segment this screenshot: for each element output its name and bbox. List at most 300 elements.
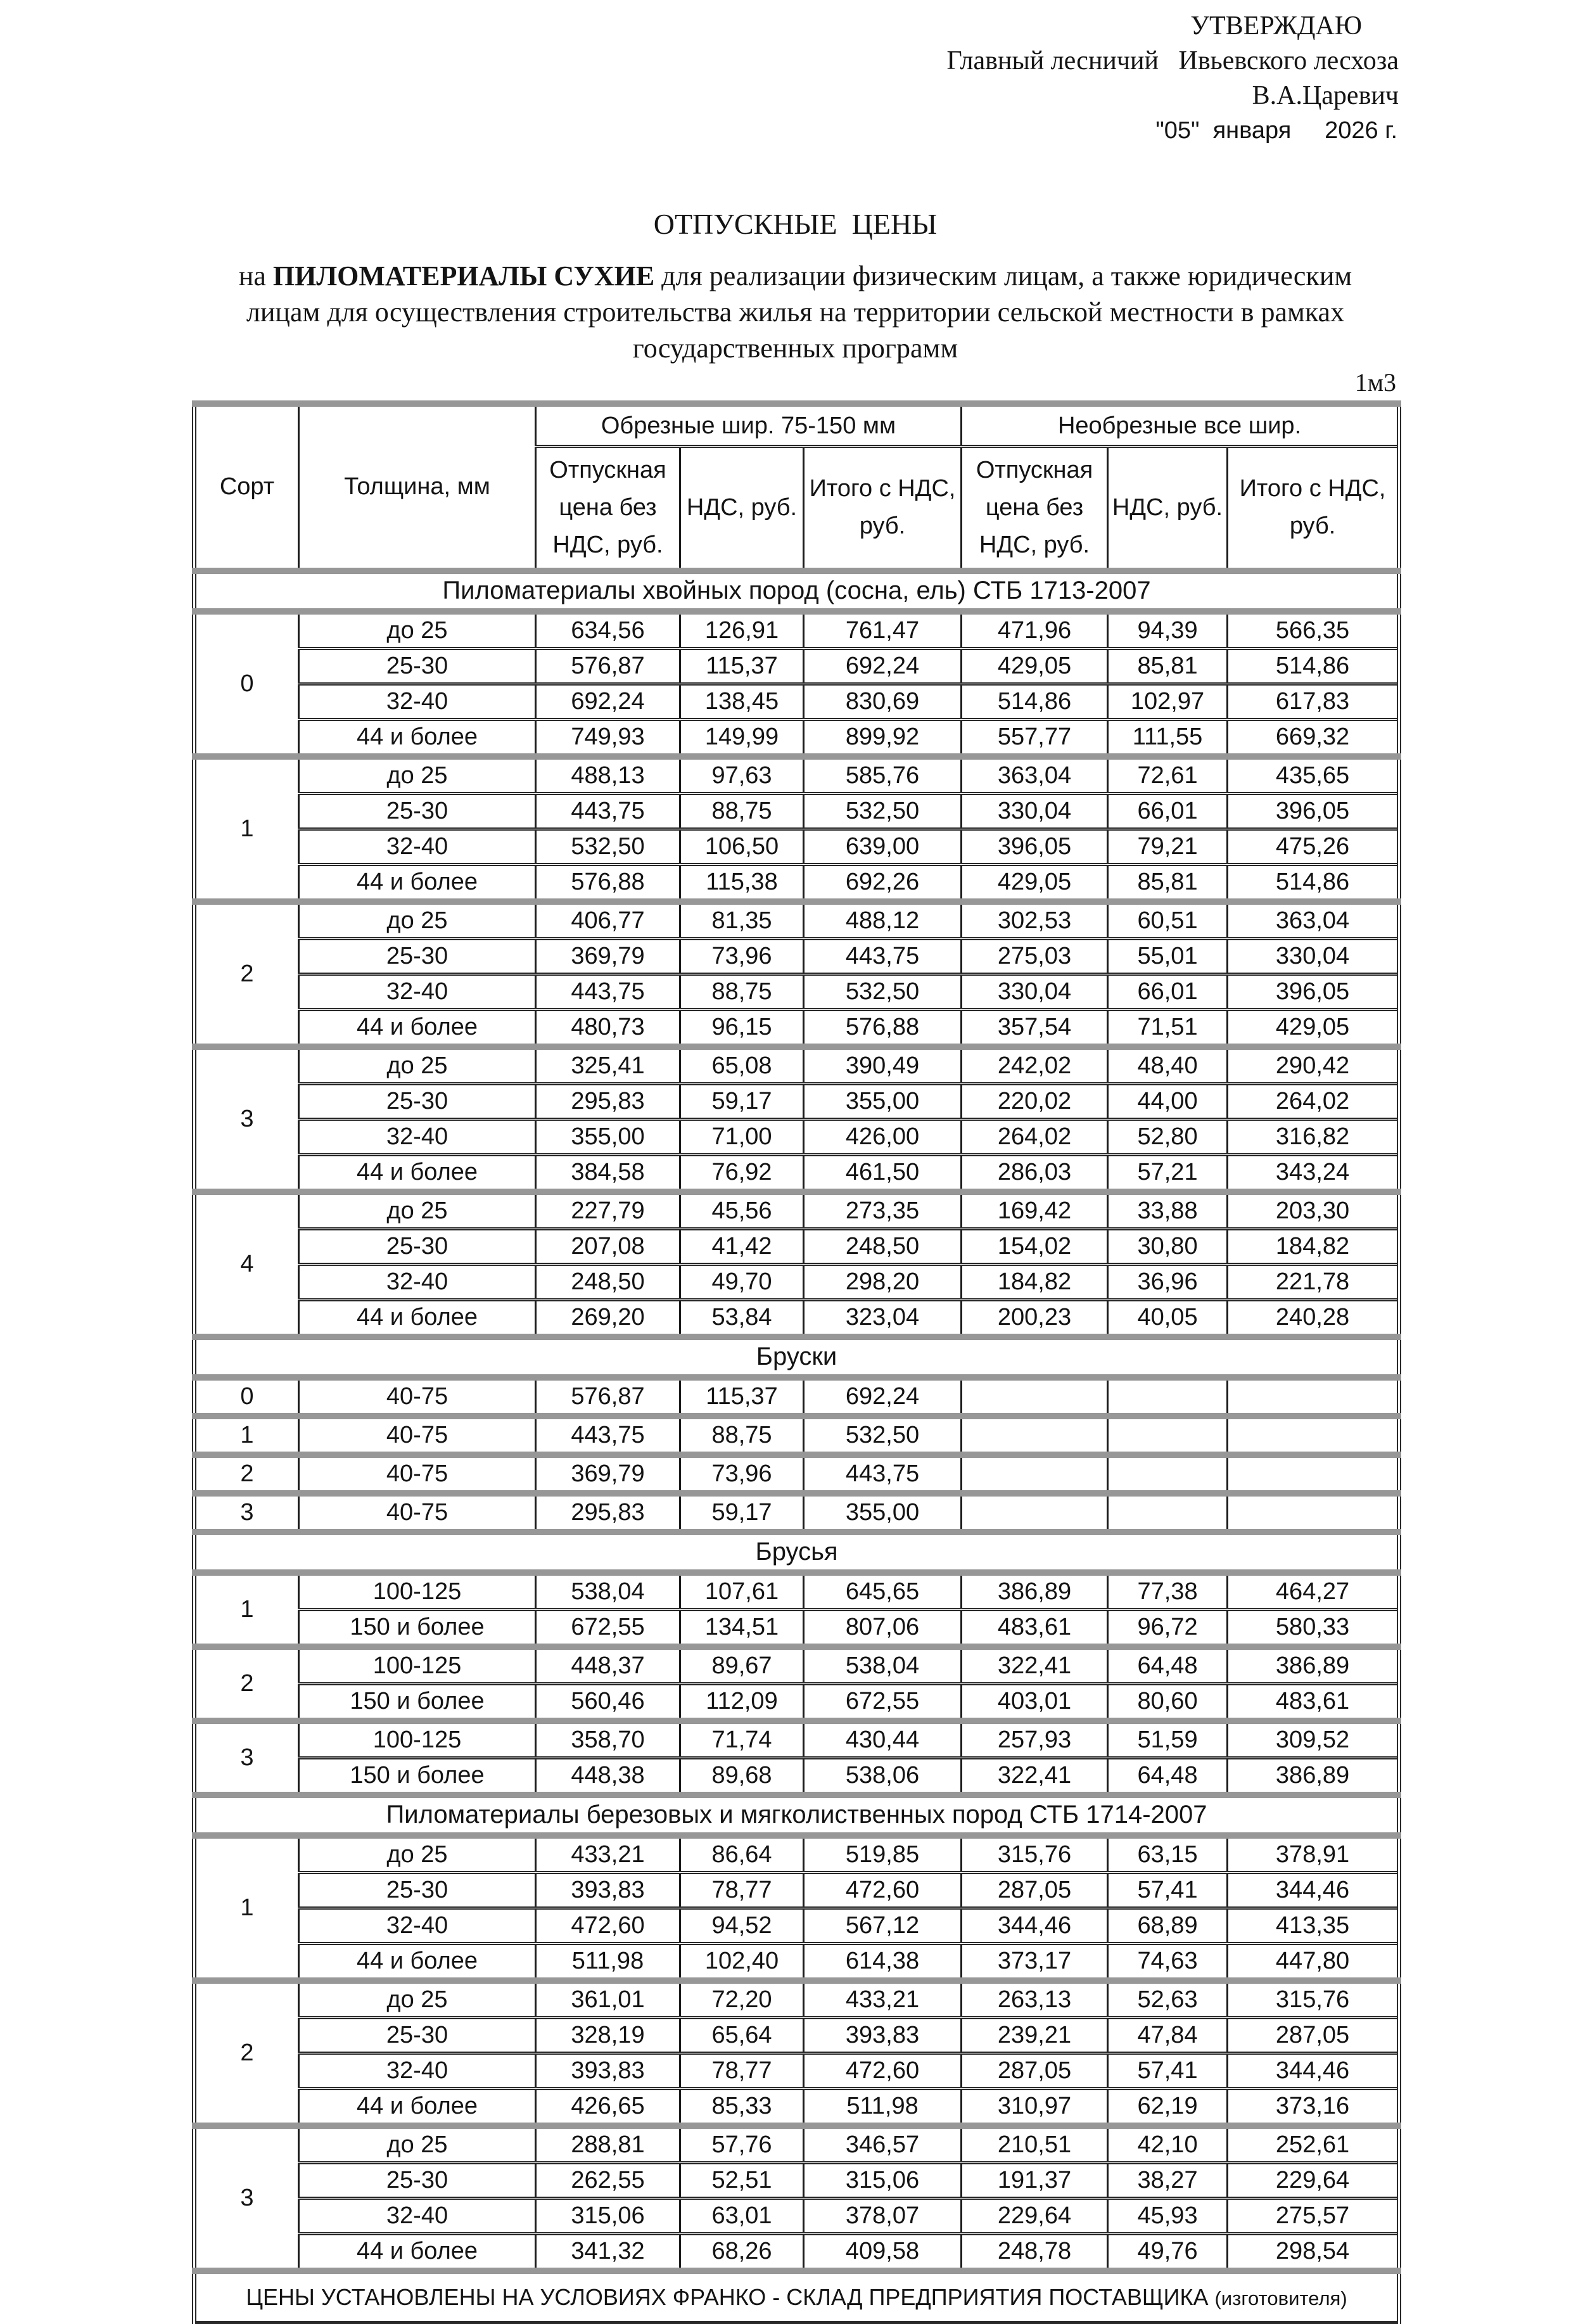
thickness-cell: 32-40: [299, 2053, 536, 2088]
value-cell: 396,05: [962, 829, 1108, 864]
value-cell: 191,37: [962, 2162, 1108, 2198]
value-cell: 65,64: [680, 2017, 804, 2053]
value-cell: 369,79: [536, 938, 680, 974]
value-cell: 264,02: [962, 1119, 1108, 1154]
value-cell: 378,07: [804, 2198, 962, 2233]
value-cell: 669,32: [1228, 719, 1399, 757]
value-cell: 447,80: [1228, 1943, 1399, 1981]
value-cell: 373,17: [962, 1943, 1108, 1981]
value-cell: 239,21: [962, 2017, 1108, 2053]
value-cell: 386,89: [1228, 1647, 1399, 1684]
thickness-cell: 32-40: [299, 2198, 536, 2233]
value-cell: 403,01: [962, 1683, 1108, 1721]
value-cell: 475,26: [1228, 829, 1399, 864]
value-cell: 614,38: [804, 1943, 962, 1981]
value-cell: [1228, 1455, 1399, 1493]
value-cell: 341,32: [536, 2233, 680, 2271]
value-cell: 480,73: [536, 1009, 680, 1047]
value-cell: 286,03: [962, 1154, 1108, 1192]
thickness-cell: 40-75: [299, 1416, 536, 1455]
value-cell: 102,97: [1108, 684, 1228, 719]
sort-cell: 1: [194, 1836, 299, 1981]
thickness-cell: 25-30: [299, 1872, 536, 1908]
value-cell: 472,60: [536, 1908, 680, 1943]
value-cell: 44,00: [1108, 1083, 1228, 1119]
value-cell: 430,44: [804, 1721, 962, 1758]
value-cell: 576,87: [536, 1377, 680, 1416]
value-cell: 310,97: [962, 2088, 1108, 2126]
value-cell: 295,83: [536, 1493, 680, 1532]
approval-block: [778, 9, 1399, 148]
value-cell: 443,75: [536, 793, 680, 829]
value-cell: 85,81: [1108, 864, 1228, 902]
value-cell: 298,20: [804, 1264, 962, 1299]
value-cell: 426,00: [804, 1119, 962, 1154]
value-cell: 97,63: [680, 757, 804, 794]
value-cell: 66,01: [1108, 974, 1228, 1009]
value-cell: 80,60: [1108, 1683, 1228, 1721]
value-cell: 96,15: [680, 1009, 804, 1047]
value-cell: 344,46: [1228, 1872, 1399, 1908]
value-cell: 42,10: [1108, 2126, 1228, 2163]
value-cell: 227,79: [536, 1192, 680, 1229]
value-cell: [1228, 1377, 1399, 1416]
price-table: [192, 400, 1401, 2324]
value-cell: 49,76: [1108, 2233, 1228, 2271]
value-cell: 57,76: [680, 2126, 804, 2163]
value-cell: 363,04: [1228, 902, 1399, 939]
thickness-cell: 100-125: [299, 1721, 536, 1758]
value-cell: 96,72: [1108, 1609, 1228, 1647]
value-cell: 429,05: [1228, 1009, 1399, 1047]
value-cell: 52,80: [1108, 1119, 1228, 1154]
unit-label: 1м3: [1354, 368, 1396, 397]
value-cell: 242,02: [962, 1047, 1108, 1084]
value-cell: [1228, 1493, 1399, 1532]
value-cell: 472,60: [804, 1872, 962, 1908]
value-cell: 38,27: [1108, 2162, 1228, 2198]
value-cell: 325,41: [536, 1047, 680, 1084]
value-cell: 692,24: [536, 684, 680, 719]
value-cell: 275,03: [962, 938, 1108, 974]
value-cell: 81,35: [680, 902, 804, 939]
value-cell: [1108, 1455, 1228, 1493]
value-cell: 73,96: [680, 938, 804, 974]
column-header-vat-unedged: НДС, руб.: [1108, 447, 1228, 571]
value-cell: [962, 1377, 1108, 1416]
value-cell: 63,15: [1108, 1836, 1228, 1873]
sort-cell: 3: [194, 1493, 299, 1532]
table-row: [194, 1758, 1399, 1795]
table-row: [194, 829, 1399, 864]
value-cell: 263,13: [962, 1981, 1108, 2018]
thickness-cell: 25-30: [299, 2017, 536, 2053]
value-cell: 386,89: [1228, 1758, 1399, 1795]
value-cell: [962, 1493, 1108, 1532]
value-cell: 53,84: [680, 1299, 804, 1337]
value-cell: 560,46: [536, 1683, 680, 1721]
footer-note: [194, 2271, 1399, 2323]
value-cell: 429,05: [962, 864, 1108, 902]
value-cell: 514,86: [1228, 864, 1399, 902]
table-row: [194, 1192, 1399, 1229]
value-cell: 94,52: [680, 1908, 804, 1943]
approval-position: Главный лесничий Ивьевского лесхоза: [946, 46, 1399, 75]
page-subtitle: [213, 258, 1378, 366]
value-cell: 378,91: [1228, 1836, 1399, 1873]
value-cell: [1228, 1416, 1399, 1455]
table-row: [194, 1647, 1399, 1684]
table-row: [194, 2017, 1399, 2053]
table-row: [194, 1872, 1399, 1908]
value-cell: 106,50: [680, 829, 804, 864]
value-cell: 220,02: [962, 1083, 1108, 1119]
value-cell: 221,78: [1228, 1264, 1399, 1299]
value-cell: 435,65: [1228, 757, 1399, 794]
thickness-cell: 44 и более: [299, 1154, 536, 1192]
value-cell: 749,93: [536, 719, 680, 757]
value-cell: 295,83: [536, 1083, 680, 1119]
value-cell: 393,83: [536, 1872, 680, 1908]
sort-cell: 4: [194, 1192, 299, 1337]
page: [0, 9, 1571, 2310]
value-cell: 88,75: [680, 1416, 804, 1455]
value-cell: 426,65: [536, 2088, 680, 2126]
thickness-cell: 32-40: [299, 974, 536, 1009]
thickness-cell: 100-125: [299, 1647, 536, 1684]
group-header-unedged: Необрезные все шир.: [962, 404, 1399, 447]
value-cell: 273,35: [804, 1192, 962, 1229]
value-cell: 899,92: [804, 719, 962, 757]
value-cell: 30,80: [1108, 1229, 1228, 1264]
value-cell: 154,02: [962, 1229, 1108, 1264]
value-cell: 538,04: [536, 1573, 680, 1610]
table-row: [194, 1721, 1399, 1758]
thickness-cell: 32-40: [299, 1908, 536, 1943]
value-cell: 511,98: [536, 1943, 680, 1981]
value-cell: 184,82: [962, 1264, 1108, 1299]
table-row: [194, 1573, 1399, 1610]
value-cell: 483,61: [1228, 1683, 1399, 1721]
column-header-total-unedged: Итого с НДС, руб.: [1228, 447, 1399, 571]
table-row: [194, 1047, 1399, 1084]
value-cell: 330,04: [1228, 938, 1399, 974]
value-cell: 617,83: [1228, 684, 1399, 719]
sort-cell: 3: [194, 2126, 299, 2271]
value-cell: 393,83: [804, 2017, 962, 2053]
value-cell: 49,70: [680, 1264, 804, 1299]
value-cell: 322,41: [962, 1647, 1108, 1684]
sort-cell: 1: [194, 1416, 299, 1455]
value-cell: 519,85: [804, 1836, 962, 1873]
table-row: [194, 1299, 1399, 1337]
table-body: [194, 571, 1399, 2323]
table-row: [194, 1009, 1399, 1047]
value-cell: 386,89: [962, 1573, 1108, 1610]
value-cell: 290,42: [1228, 1047, 1399, 1084]
footer-note-suffix: (изготовителя): [1214, 2287, 1347, 2309]
value-cell: 532,50: [804, 793, 962, 829]
value-cell: 566,35: [1228, 611, 1399, 649]
thickness-cell: 40-75: [299, 1493, 536, 1532]
table-row: [194, 1264, 1399, 1299]
value-cell: 488,13: [536, 757, 680, 794]
thickness-cell: 32-40: [299, 1264, 536, 1299]
value-cell: 57,41: [1108, 2053, 1228, 2088]
table-row: [194, 2233, 1399, 2271]
thickness-cell: 100-125: [299, 1573, 536, 1610]
table-row: [194, 2198, 1399, 2233]
value-cell: 557,77: [962, 719, 1108, 757]
table-row: [194, 2126, 1399, 2163]
value-cell: 323,04: [804, 1299, 962, 1337]
value-cell: 57,41: [1108, 1872, 1228, 1908]
value-cell: 567,12: [804, 1908, 962, 1943]
value-cell: 358,70: [536, 1721, 680, 1758]
thickness-cell: 32-40: [299, 829, 536, 864]
table-row: [194, 1683, 1399, 1721]
thickness-cell: 25-30: [299, 1083, 536, 1119]
value-cell: 72,20: [680, 1981, 804, 2018]
thickness-cell: 150 и более: [299, 1683, 536, 1721]
page-title: ОТПУСКНЫЕ ЦЕНЫ: [653, 208, 938, 240]
value-cell: 94,39: [1108, 611, 1228, 649]
value-cell: 41,42: [680, 1229, 804, 1264]
value-cell: 79,21: [1108, 829, 1228, 864]
approval-date: "05" января 2026 г.: [1155, 117, 1397, 144]
sort-cell: 1: [194, 1573, 299, 1647]
value-cell: 330,04: [962, 793, 1108, 829]
value-cell: 68,89: [1108, 1908, 1228, 1943]
sort-cell: 3: [194, 1721, 299, 1795]
value-cell: [962, 1455, 1108, 1493]
value-cell: 532,50: [804, 974, 962, 1009]
value-cell: 248,78: [962, 2233, 1108, 2271]
value-cell: 115,37: [680, 648, 804, 684]
value-cell: 229,64: [1228, 2162, 1399, 2198]
value-cell: 328,19: [536, 2017, 680, 2053]
section-row: [194, 1532, 1399, 1573]
value-cell: 532,50: [804, 1416, 962, 1455]
thickness-cell: до 25: [299, 611, 536, 649]
value-cell: 576,88: [536, 864, 680, 902]
value-cell: 448,38: [536, 1758, 680, 1795]
value-cell: 396,05: [1228, 793, 1399, 829]
thickness-cell: 32-40: [299, 684, 536, 719]
value-cell: 315,06: [536, 2198, 680, 2233]
value-cell: 85,33: [680, 2088, 804, 2126]
value-cell: 330,04: [962, 974, 1108, 1009]
value-cell: 287,05: [962, 2053, 1108, 2088]
table-row: [194, 684, 1399, 719]
value-cell: 207,08: [536, 1229, 680, 1264]
document-body: [192, 207, 1399, 2324]
value-cell: 309,52: [1228, 1721, 1399, 1758]
value-cell: 357,54: [962, 1009, 1108, 1047]
value-cell: 45,93: [1108, 2198, 1228, 2233]
value-cell: 692,24: [804, 1377, 962, 1416]
value-cell: 275,57: [1228, 2198, 1399, 2233]
table-row: [194, 1981, 1399, 2018]
value-cell: 464,27: [1228, 1573, 1399, 1610]
value-cell: 471,96: [962, 611, 1108, 649]
thickness-cell: 25-30: [299, 2162, 536, 2198]
value-cell: 433,21: [536, 1836, 680, 1873]
value-cell: 65,08: [680, 1047, 804, 1084]
column-header-total-edged: Итого с НДС, руб.: [804, 447, 962, 571]
value-cell: 248,50: [804, 1229, 962, 1264]
subtitle-prefix: на: [238, 260, 273, 291]
value-cell: 461,50: [804, 1154, 962, 1192]
value-cell: 86,64: [680, 1836, 804, 1873]
value-cell: 59,17: [680, 1083, 804, 1119]
value-cell: 488,12: [804, 902, 962, 939]
subtitle-rest: для реализации физическим лицам, а также юридическим лицам для осуществления строительства жилья на территории сельской местности в рамках государственных программ: [246, 260, 1359, 364]
sort-cell: 0: [194, 1377, 299, 1416]
value-cell: 692,26: [804, 864, 962, 902]
sort-cell: 2: [194, 1647, 299, 1721]
approval-signer-name: В.А.Царевич: [1252, 81, 1399, 110]
value-cell: 585,76: [804, 757, 962, 794]
value-cell: 409,58: [804, 2233, 962, 2271]
value-cell: 33,88: [1108, 1192, 1228, 1229]
value-cell: 229,64: [962, 2198, 1108, 2233]
value-cell: 443,75: [804, 1455, 962, 1493]
value-cell: 316,82: [1228, 1119, 1399, 1154]
value-cell: 149,99: [680, 719, 804, 757]
value-cell: 672,55: [804, 1683, 962, 1721]
thickness-cell: до 25: [299, 1192, 536, 1229]
sort-cell: 2: [194, 1455, 299, 1493]
value-cell: 830,69: [804, 684, 962, 719]
value-cell: 59,17: [680, 1493, 804, 1532]
value-cell: 210,51: [962, 2126, 1108, 2163]
thickness-cell: 44 и более: [299, 1009, 536, 1047]
value-cell: 580,33: [1228, 1609, 1399, 1647]
value-cell: 634,56: [536, 611, 680, 649]
value-cell: 355,00: [804, 1493, 962, 1532]
footer-row: [194, 2271, 1399, 2323]
value-cell: [962, 1416, 1108, 1455]
value-cell: 111,55: [1108, 719, 1228, 757]
value-cell: 89,68: [680, 1758, 804, 1795]
value-cell: 112,09: [680, 1683, 804, 1721]
value-cell: 63,01: [680, 2198, 804, 2233]
section-title: Пиломатериалы хвойных пород (сосна, ель) СТБ 1713-2007: [194, 571, 1399, 611]
sort-cell: 0: [194, 611, 299, 757]
section-title: Пиломатериалы березовых и мягколиственных пород СТБ 1714-2007: [194, 1795, 1399, 1836]
table-row: [194, 2053, 1399, 2088]
sort-cell: 2: [194, 1981, 299, 2126]
value-cell: 373,16: [1228, 2088, 1399, 2126]
table-row: [194, 1229, 1399, 1264]
value-cell: 200,23: [962, 1299, 1108, 1337]
approval-label: УТВЕРЖДАЮ: [1190, 11, 1362, 41]
value-cell: 298,54: [1228, 2233, 1399, 2271]
value-cell: 52,51: [680, 2162, 804, 2198]
value-cell: 48,40: [1108, 1047, 1228, 1084]
value-cell: 71,51: [1108, 1009, 1228, 1047]
value-cell: 315,76: [962, 1836, 1108, 1873]
value-cell: 344,46: [962, 1908, 1108, 1943]
value-cell: 384,58: [536, 1154, 680, 1192]
value-cell: 257,93: [962, 1721, 1108, 1758]
table-row: [194, 1154, 1399, 1192]
thickness-cell: 44 и более: [299, 1943, 536, 1981]
value-cell: 538,06: [804, 1758, 962, 1795]
value-cell: 72,61: [1108, 757, 1228, 794]
table-row: [194, 757, 1399, 794]
value-cell: 807,06: [804, 1609, 962, 1647]
value-cell: 74,63: [1108, 1943, 1228, 1981]
value-cell: 576,87: [536, 648, 680, 684]
thickness-cell: до 25: [299, 757, 536, 794]
value-cell: 443,75: [536, 1416, 680, 1455]
table-row: [194, 648, 1399, 684]
value-cell: 532,50: [536, 829, 680, 864]
table-row: [194, 1119, 1399, 1154]
value-cell: 55,01: [1108, 938, 1228, 974]
value-cell: 64,48: [1108, 1647, 1228, 1684]
section-row: [194, 571, 1399, 611]
value-cell: 47,84: [1108, 2017, 1228, 2053]
value-cell: 355,00: [804, 1083, 962, 1119]
thickness-cell: 40-75: [299, 1455, 536, 1493]
thickness-cell: до 25: [299, 1047, 536, 1084]
value-cell: 429,05: [962, 648, 1108, 684]
section-title: Бруски: [194, 1337, 1399, 1377]
value-cell: 287,05: [962, 1872, 1108, 1908]
sort-cell: 1: [194, 757, 299, 902]
value-cell: 71,00: [680, 1119, 804, 1154]
value-cell: 71,74: [680, 1721, 804, 1758]
value-cell: 64,48: [1108, 1758, 1228, 1795]
table-row: [194, 1943, 1399, 1981]
value-cell: 77,38: [1108, 1573, 1228, 1610]
table-row: [194, 1836, 1399, 1873]
value-cell: 89,67: [680, 1647, 804, 1684]
table-row: [194, 974, 1399, 1009]
table-row: [194, 1377, 1399, 1416]
thickness-cell: 44 и более: [299, 719, 536, 757]
thickness-cell: 25-30: [299, 793, 536, 829]
thickness-cell: 44 и более: [299, 2233, 536, 2271]
value-cell: 78,77: [680, 2053, 804, 2088]
value-cell: 443,75: [804, 938, 962, 974]
subtitle-emphasis: ПИЛОМАТЕРИАЛЫ СУХИЕ: [272, 260, 655, 291]
thickness-cell: 25-30: [299, 648, 536, 684]
value-cell: 361,01: [536, 1981, 680, 2018]
value-cell: 203,30: [1228, 1192, 1399, 1229]
value-cell: 73,96: [680, 1455, 804, 1493]
thickness-cell: 44 и более: [299, 1299, 536, 1337]
value-cell: 115,37: [680, 1377, 804, 1416]
table-row: [194, 2088, 1399, 2126]
value-cell: 36,96: [1108, 1264, 1228, 1299]
value-cell: 692,24: [804, 648, 962, 684]
table-header: [194, 404, 1399, 571]
value-cell: 672,55: [536, 1609, 680, 1647]
table-row: [194, 1493, 1399, 1532]
value-cell: 393,83: [536, 2053, 680, 2088]
value-cell: 252,61: [1228, 2126, 1399, 2163]
table-row: [194, 1416, 1399, 1455]
value-cell: 138,45: [680, 684, 804, 719]
value-cell: 538,04: [804, 1647, 962, 1684]
thickness-cell: 44 и более: [299, 864, 536, 902]
section-row: [194, 1795, 1399, 1836]
value-cell: 511,98: [804, 2088, 962, 2126]
